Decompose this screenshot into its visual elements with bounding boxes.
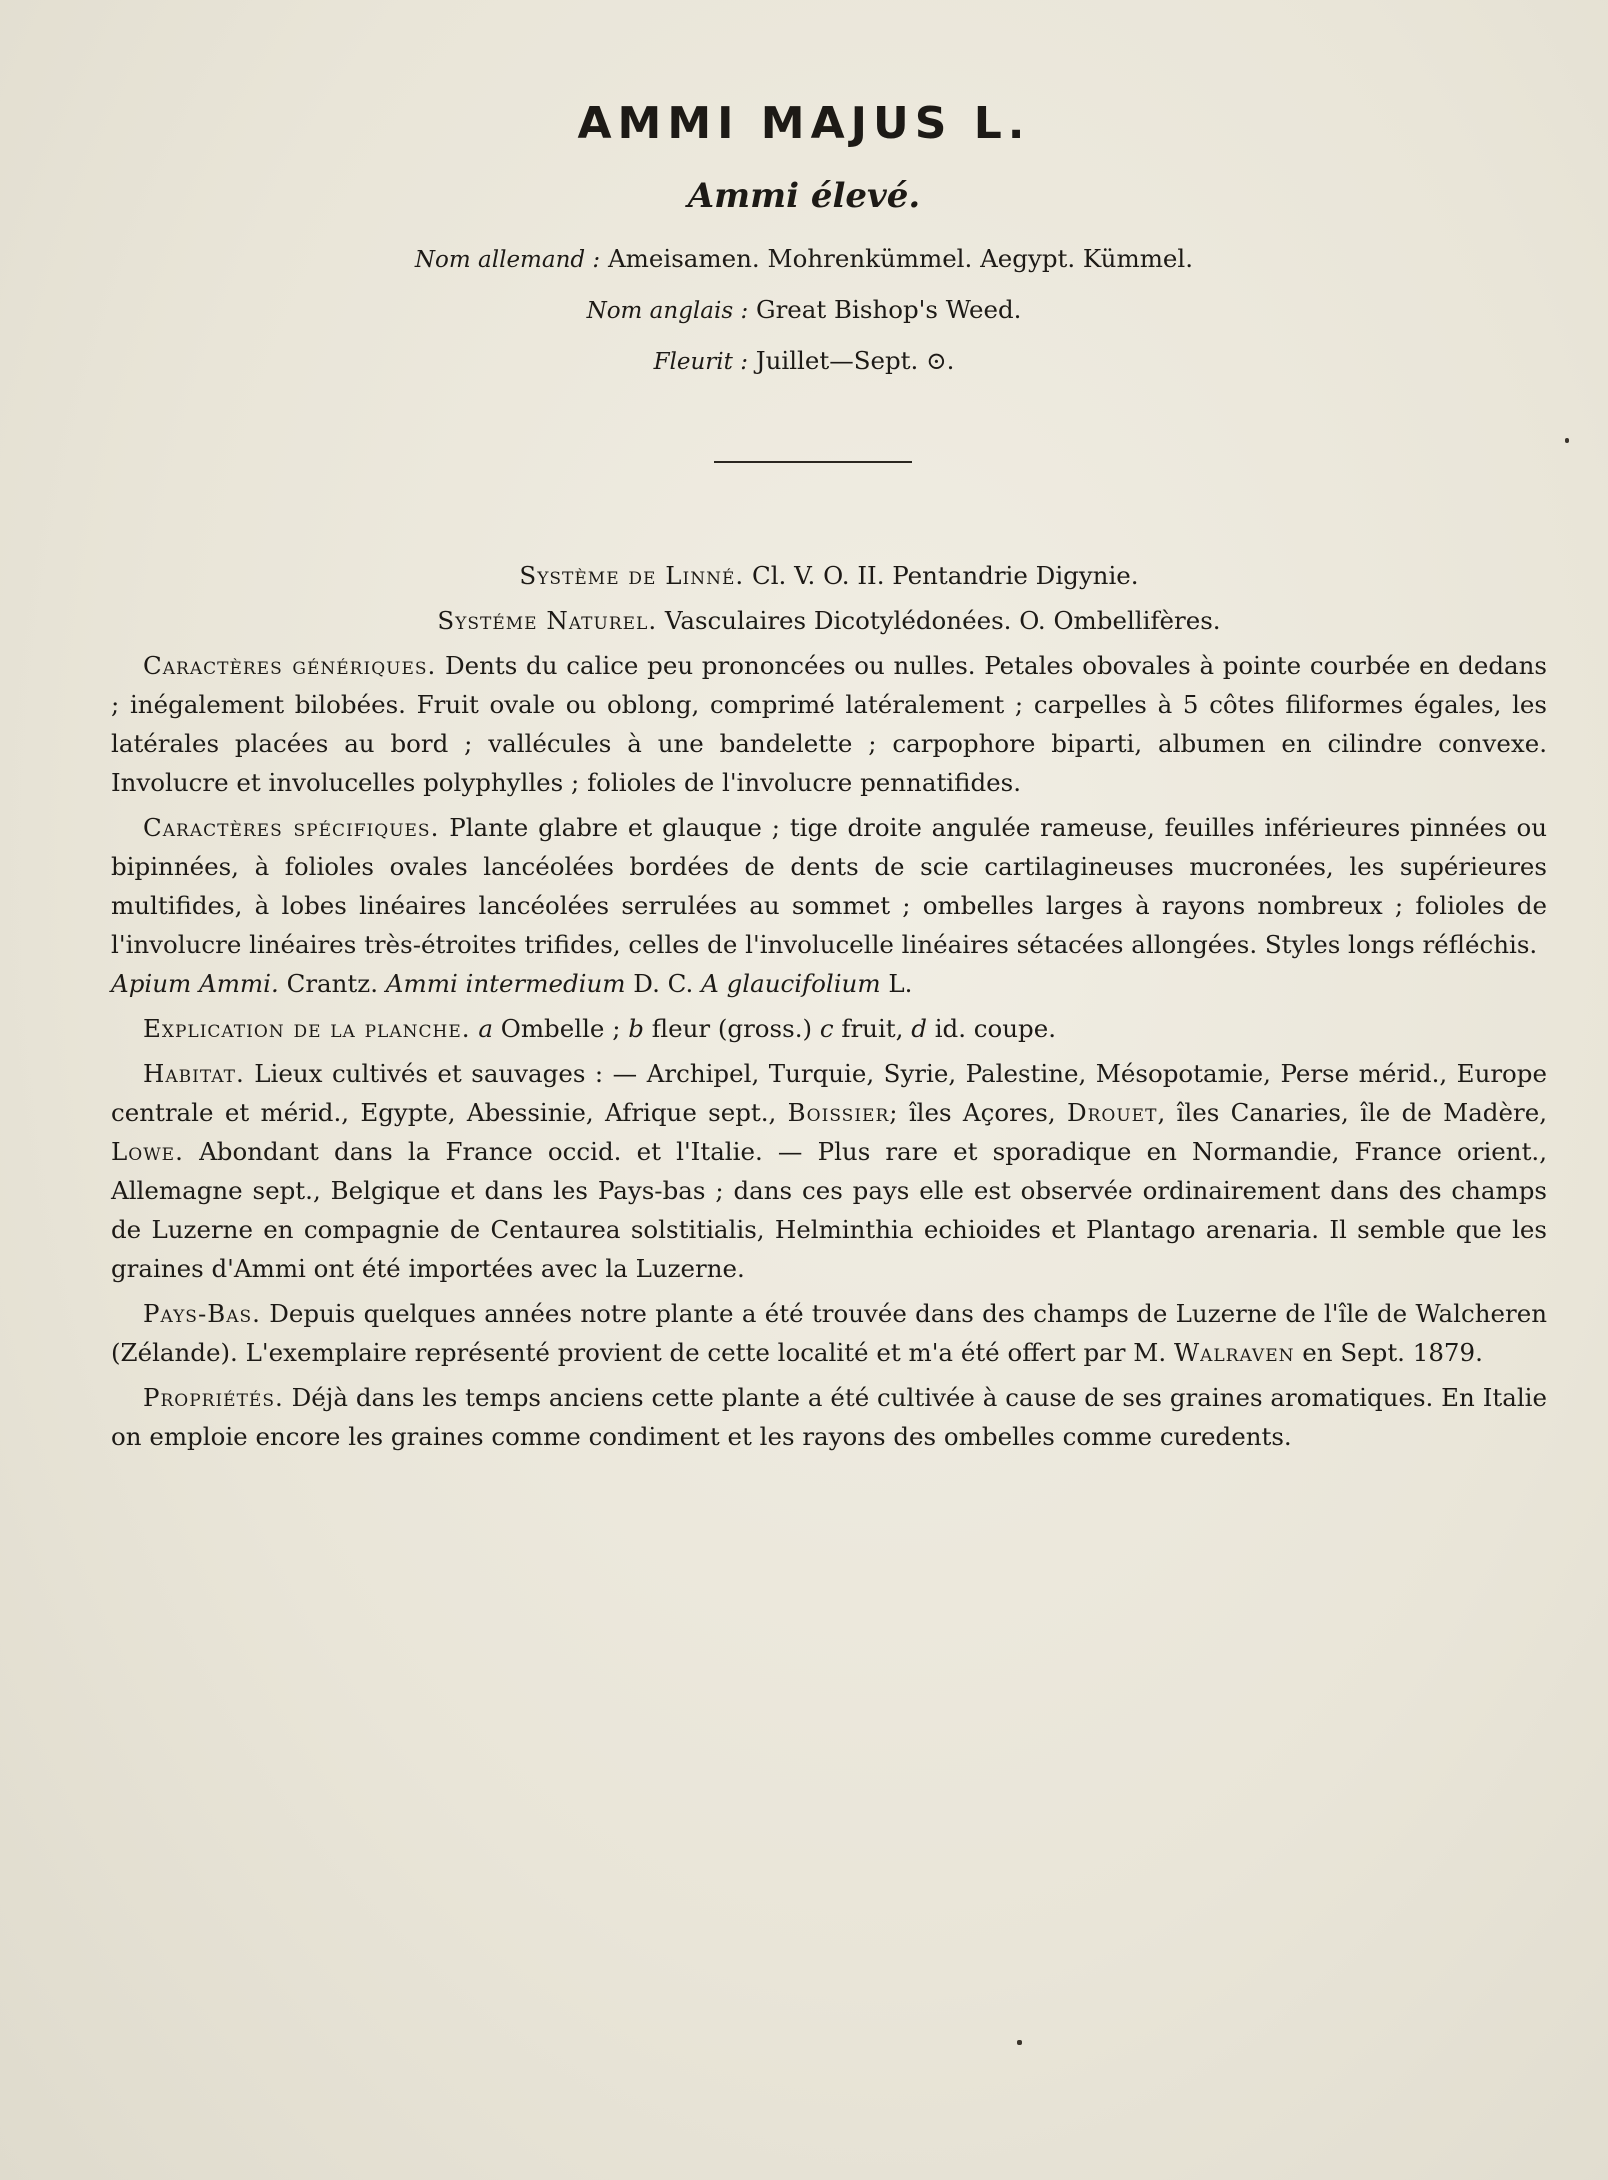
explication-d-text: id. coupe. [934,1014,1057,1043]
generiques-heading: Caractères génériques. [143,651,437,680]
generic-characters [111,646,1547,802]
description-body [111,556,1547,1462]
properties [111,1378,1547,1456]
explication-c: c [819,1014,834,1043]
english-name-value: Great Bishop's Weed. [756,295,1022,324]
habitat-text-2: ; îles Açores, [889,1098,1056,1127]
page-title: AMMI MAJUS L. [577,98,1031,149]
explication-a-text: Ombelle ; [500,1014,621,1043]
flowering-value: Juillet—Sept. ⊙. [755,346,955,375]
explication-b: b [628,1014,644,1043]
explication-b-text: fleur (gross.) [651,1014,813,1043]
naturel-heading: Systéme Naturel. [437,606,658,635]
specific-characters [111,808,1547,1003]
explication-d: d [911,1014,927,1043]
specifiques-text: Plante glabre et glauque ; tige droite angulée rameuse, feuilles inférieures pinnées ou bipinnées, à folioles ovales lancéolées bordées de dents de scie cartilagineuses mucronées, les supérieures multifides, à lobes linéaires lancéolées serrulées au sommet ; ombelles larges à rayons nombreux ; folioles de l'involucre linéaires très-étroites trifides, celles de l'involucelle linéaires sétacées allongées. Styles longs réfléchis. [111,813,1547,959]
paysbas-text-2: en Sept. 1879. [1302,1338,1483,1367]
netherlands [111,1294,1547,1372]
linne-heading: Système de Linné. [519,561,745,590]
synonym-2: Ammi intermedium [385,969,626,998]
naturel-text: Vasculaires Dicotylédonées. O. Ombellifères. [664,606,1221,635]
habitat-heading: Habitat. [143,1059,245,1088]
habitat-text-3: , îles Canaries, île de Madère, [1157,1098,1547,1127]
habitat-text-4: Abondant dans la France occid. et l'Italie. — Plus rare et sporadique en Normandie, France orient., Allemagne sept., Belgique et dans les Pays-bas ; dans ces pays elle est observée ordinairement dans des champs de Luzerne en compagnie de Centaurea solstitialis, Helminthia echioides et Plantago arenaria. Il semble que les graines d'Ammi ont été importées avec la Luzerne. [111,1137,1547,1283]
linne-system [111,556,1547,595]
german-name-value: Ameisamen. Mohrenkümmel. Aegypt. Kümmel. [607,244,1194,273]
plate-explanation [111,1009,1547,1048]
synonym-1: Apium Ammi. [111,969,279,998]
linne-text: Cl. V. O. II. Pentandrie Digynie. [751,561,1139,590]
explication-heading: Explication de la planche. [143,1014,471,1043]
german-name-line [0,240,1608,279]
habitat [111,1054,1547,1288]
habitat-drouet: Drouet [1066,1098,1158,1127]
paysbas-walraven: Walraven [1173,1338,1295,1367]
divider-rule [714,461,912,463]
paysbas-text: Depuis quelques années notre plante a été trouvée dans des champs de Luzerne de l'île de Walcheren (Zélande). L'exemplaire représenté provient de cette localité et m'a été offert par M. [111,1299,1547,1367]
synonym-2-author: D. C. [633,969,694,998]
habitat-text-1: Lieux cultivés et sauvages : — Archipel, Turquie, Syrie, Palestine, Mésopotamie, Perse mérid., Europe centrale et mérid., Egypte, Abessinie, Afrique sept., [111,1059,1547,1127]
paper-speck [1565,438,1569,443]
synonym-3-author: L. [888,969,913,998]
synonym-1-author: Crantz. [286,969,378,998]
paysbas-heading: Pays-Bas. [143,1299,261,1328]
explication-a: a [478,1014,493,1043]
explication-c-text: fruit, [841,1014,904,1043]
common-names [0,240,1608,393]
proprietes-heading: Propriétés. [143,1383,284,1412]
flowering-line [0,342,1608,381]
synonym-3: A glaucifolium [701,969,881,998]
english-name-line [0,291,1608,330]
paper-speck [1017,2040,1022,2045]
habitat-lowe: Lowe. [111,1137,184,1166]
habitat-boissier: Boissier [787,1098,890,1127]
english-name-label: Nom anglais : [586,298,749,324]
page-subtitle: Ammi élevé. [687,176,921,216]
natural-system [111,601,1547,640]
generiques-text: Dents du calice peu prononcées ou nulles. Petales obovales à pointe courbée en dedans ; inégalement bilobées. Fruit ovale ou oblong, comprimé latéralement ; carpelles à 5 côtes filiformes égales, les latérales placées au bord ; vallécules à une bandelette ; carpophore biparti, albumen en cilindre convexe. Involucre et involucelles polyphylles ; folioles de l'involucre pennatifides. [111,651,1547,797]
flowering-label: Fleurit : [653,349,748,375]
german-name-label: Nom allemand : [414,247,601,273]
proprietes-text: Déjà dans les temps anciens cette plante a été cultivée à cause de ses graines aromatiques. En Italie on emploie encore les graines comme condiment et les rayons des ombelles comme curedents. [111,1383,1547,1451]
specifiques-heading: Caractères spécifiques. [143,813,440,842]
